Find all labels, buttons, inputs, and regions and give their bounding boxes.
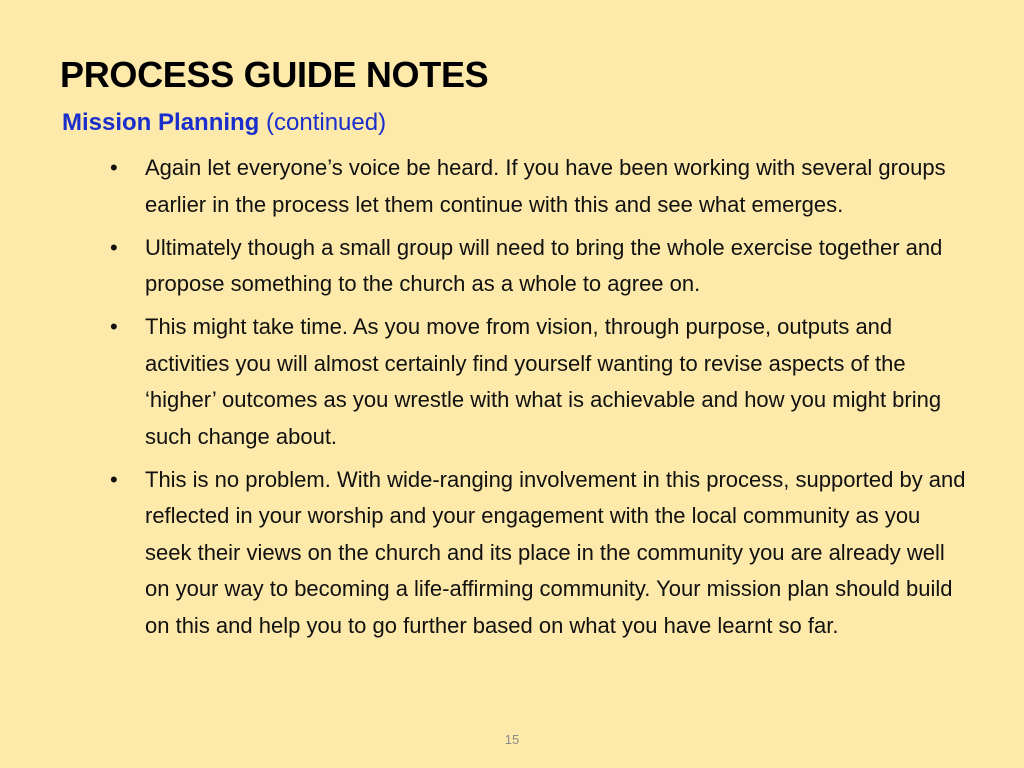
bullet-item bbox=[110, 230, 970, 303]
bullet-item bbox=[110, 150, 970, 223]
subtitle-continued: (continued) bbox=[266, 109, 387, 136]
bullet-marker: • bbox=[110, 314, 118, 339]
bullet-text: This is no problem. With wide-ranging involvement in this process, supported by and reflected in your worship and your engagement with the local community as you seek their views on the church and its place in the community you are already well on your way to becoming a life-affirming community. Your mission plan should build on this and help you to go further based on what you have learnt so far. bbox=[145, 466, 966, 638]
bullet-text: Again let everyone’s voice be heard. If you have been working with several groups earlier in the process let them continue with this and see what emerges. bbox=[145, 155, 946, 217]
slide-title: PROCESS GUIDE NOTES bbox=[60, 54, 489, 95]
bullet-marker: • bbox=[110, 155, 118, 180]
bullet-list bbox=[110, 150, 970, 651]
bullet-text: Ultimately though a small group will need to bring the whole exercise together and propose something to the church as a whole to agree on. bbox=[145, 234, 943, 296]
bullet-marker: • bbox=[110, 466, 118, 492]
bullet-text: This might take time. As you move from vision, through purpose, outputs and activities you will almost certainly find yourself wanting to revise aspects of the ‘higher’ outcomes as you wrestle with what is achievable and how you might bring such change about. bbox=[145, 314, 942, 449]
page-number: 15 bbox=[504, 732, 520, 747]
bullet-item bbox=[110, 309, 970, 455]
slide-subtitle bbox=[62, 108, 386, 138]
subtitle-section-name: Mission Planning bbox=[62, 109, 260, 136]
bullet-item bbox=[110, 462, 970, 645]
bullet-marker: • bbox=[110, 234, 118, 260]
